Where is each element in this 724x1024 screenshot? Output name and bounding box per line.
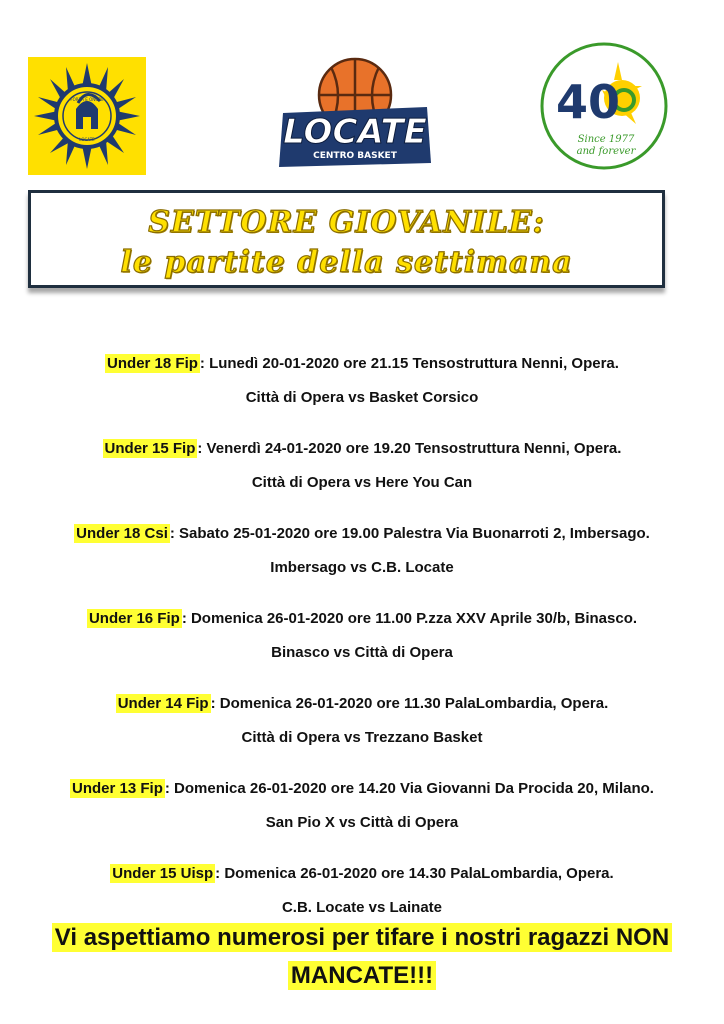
match-details: : Lunedì 20-01-2020 ore 21.15 Tensostruttura Nenni, Opera. — [199, 355, 619, 372]
match-details: : Domenica 26-01-2020 ore 11.00 P.zza XXV Aprile 30/b, Binasco. — [181, 610, 638, 627]
match-details: : Venerdì 24-01-2020 ore 19.20 Tensostruttura Nenni, Opera. — [197, 440, 622, 457]
match-category: Under 15 Uisp — [112, 865, 214, 882]
locate-centro-basket-logo — [275, 55, 435, 175]
closing-text-2: MANCATE!!! — [288, 961, 436, 990]
logo-left-text-bottom: LOCATE — [79, 137, 95, 142]
match-teams: Imbersago vs C.B. Locate — [270, 559, 454, 576]
match-teams: Città di Opera vs Here You Can — [251, 474, 473, 491]
closing-text-1: Vi aspettiamo numerosi per tifare i nostri ragazzi NON — [52, 923, 672, 952]
match-category: Under 15 Fip — [104, 440, 196, 457]
title-line-1: SETTORE GIOVANILE: — [148, 205, 545, 240]
match-teams: Binasco vs Città di Opera — [271, 644, 453, 661]
match-category: Under 16 Fip — [88, 610, 180, 627]
anniversary-40-logo — [538, 40, 670, 172]
match-details: : Domenica 26-01-2020 ore 14.20 Via Giovanni Da Procida 20, Milano. — [164, 780, 654, 797]
logo-right-number: 40 — [555, 75, 621, 129]
match-item — [0, 862, 724, 918]
title-line-2: le partite della settimana — [120, 245, 573, 280]
logo-right-tagline-2: and forever — [576, 146, 636, 157]
logo-center-sub: CENTRO BASKET — [313, 151, 397, 161]
logo-right-tagline-1: Since 1977 — [577, 134, 635, 145]
match-category: Under 14 Fip — [117, 695, 209, 712]
logo-left-text-top: FORZA E ONORE — [70, 97, 104, 102]
match-teams: Città di Opera vs Trezzano Basket — [241, 729, 483, 746]
match-teams: San Pio X vs Città di Opera — [265, 814, 459, 831]
match-category: Under 13 Fip — [72, 780, 163, 797]
match-details: : Sabato 25-01-2020 ore 19.00 Palestra Via Buonarroti 2, Imbersago. — [169, 525, 650, 542]
closing-line-2 — [0, 962, 724, 990]
match-category: Under 18 Csi — [76, 525, 168, 542]
title-box — [28, 190, 665, 288]
match-item — [0, 607, 724, 663]
match-teams: C.B. Locate vs Lainate — [281, 899, 443, 916]
match-details: : Domenica 26-01-2020 ore 11.30 PalaLombardia, Opera. — [210, 695, 609, 712]
match-details: : Domenica 26-01-2020 ore 14.30 PalaLombardia, Opera. — [215, 865, 614, 882]
match-item — [0, 692, 724, 748]
match-item — [0, 437, 724, 493]
closing-line-1 — [0, 924, 724, 952]
match-item — [0, 777, 724, 833]
match-item — [0, 522, 724, 578]
match-item — [0, 352, 724, 408]
match-category: Under 18 Fip — [107, 355, 198, 372]
match-teams: Città di Opera vs Basket Corsico — [245, 389, 479, 406]
spartan-sun-logo — [28, 57, 146, 175]
logo-center-title: LOCATE — [283, 112, 427, 152]
